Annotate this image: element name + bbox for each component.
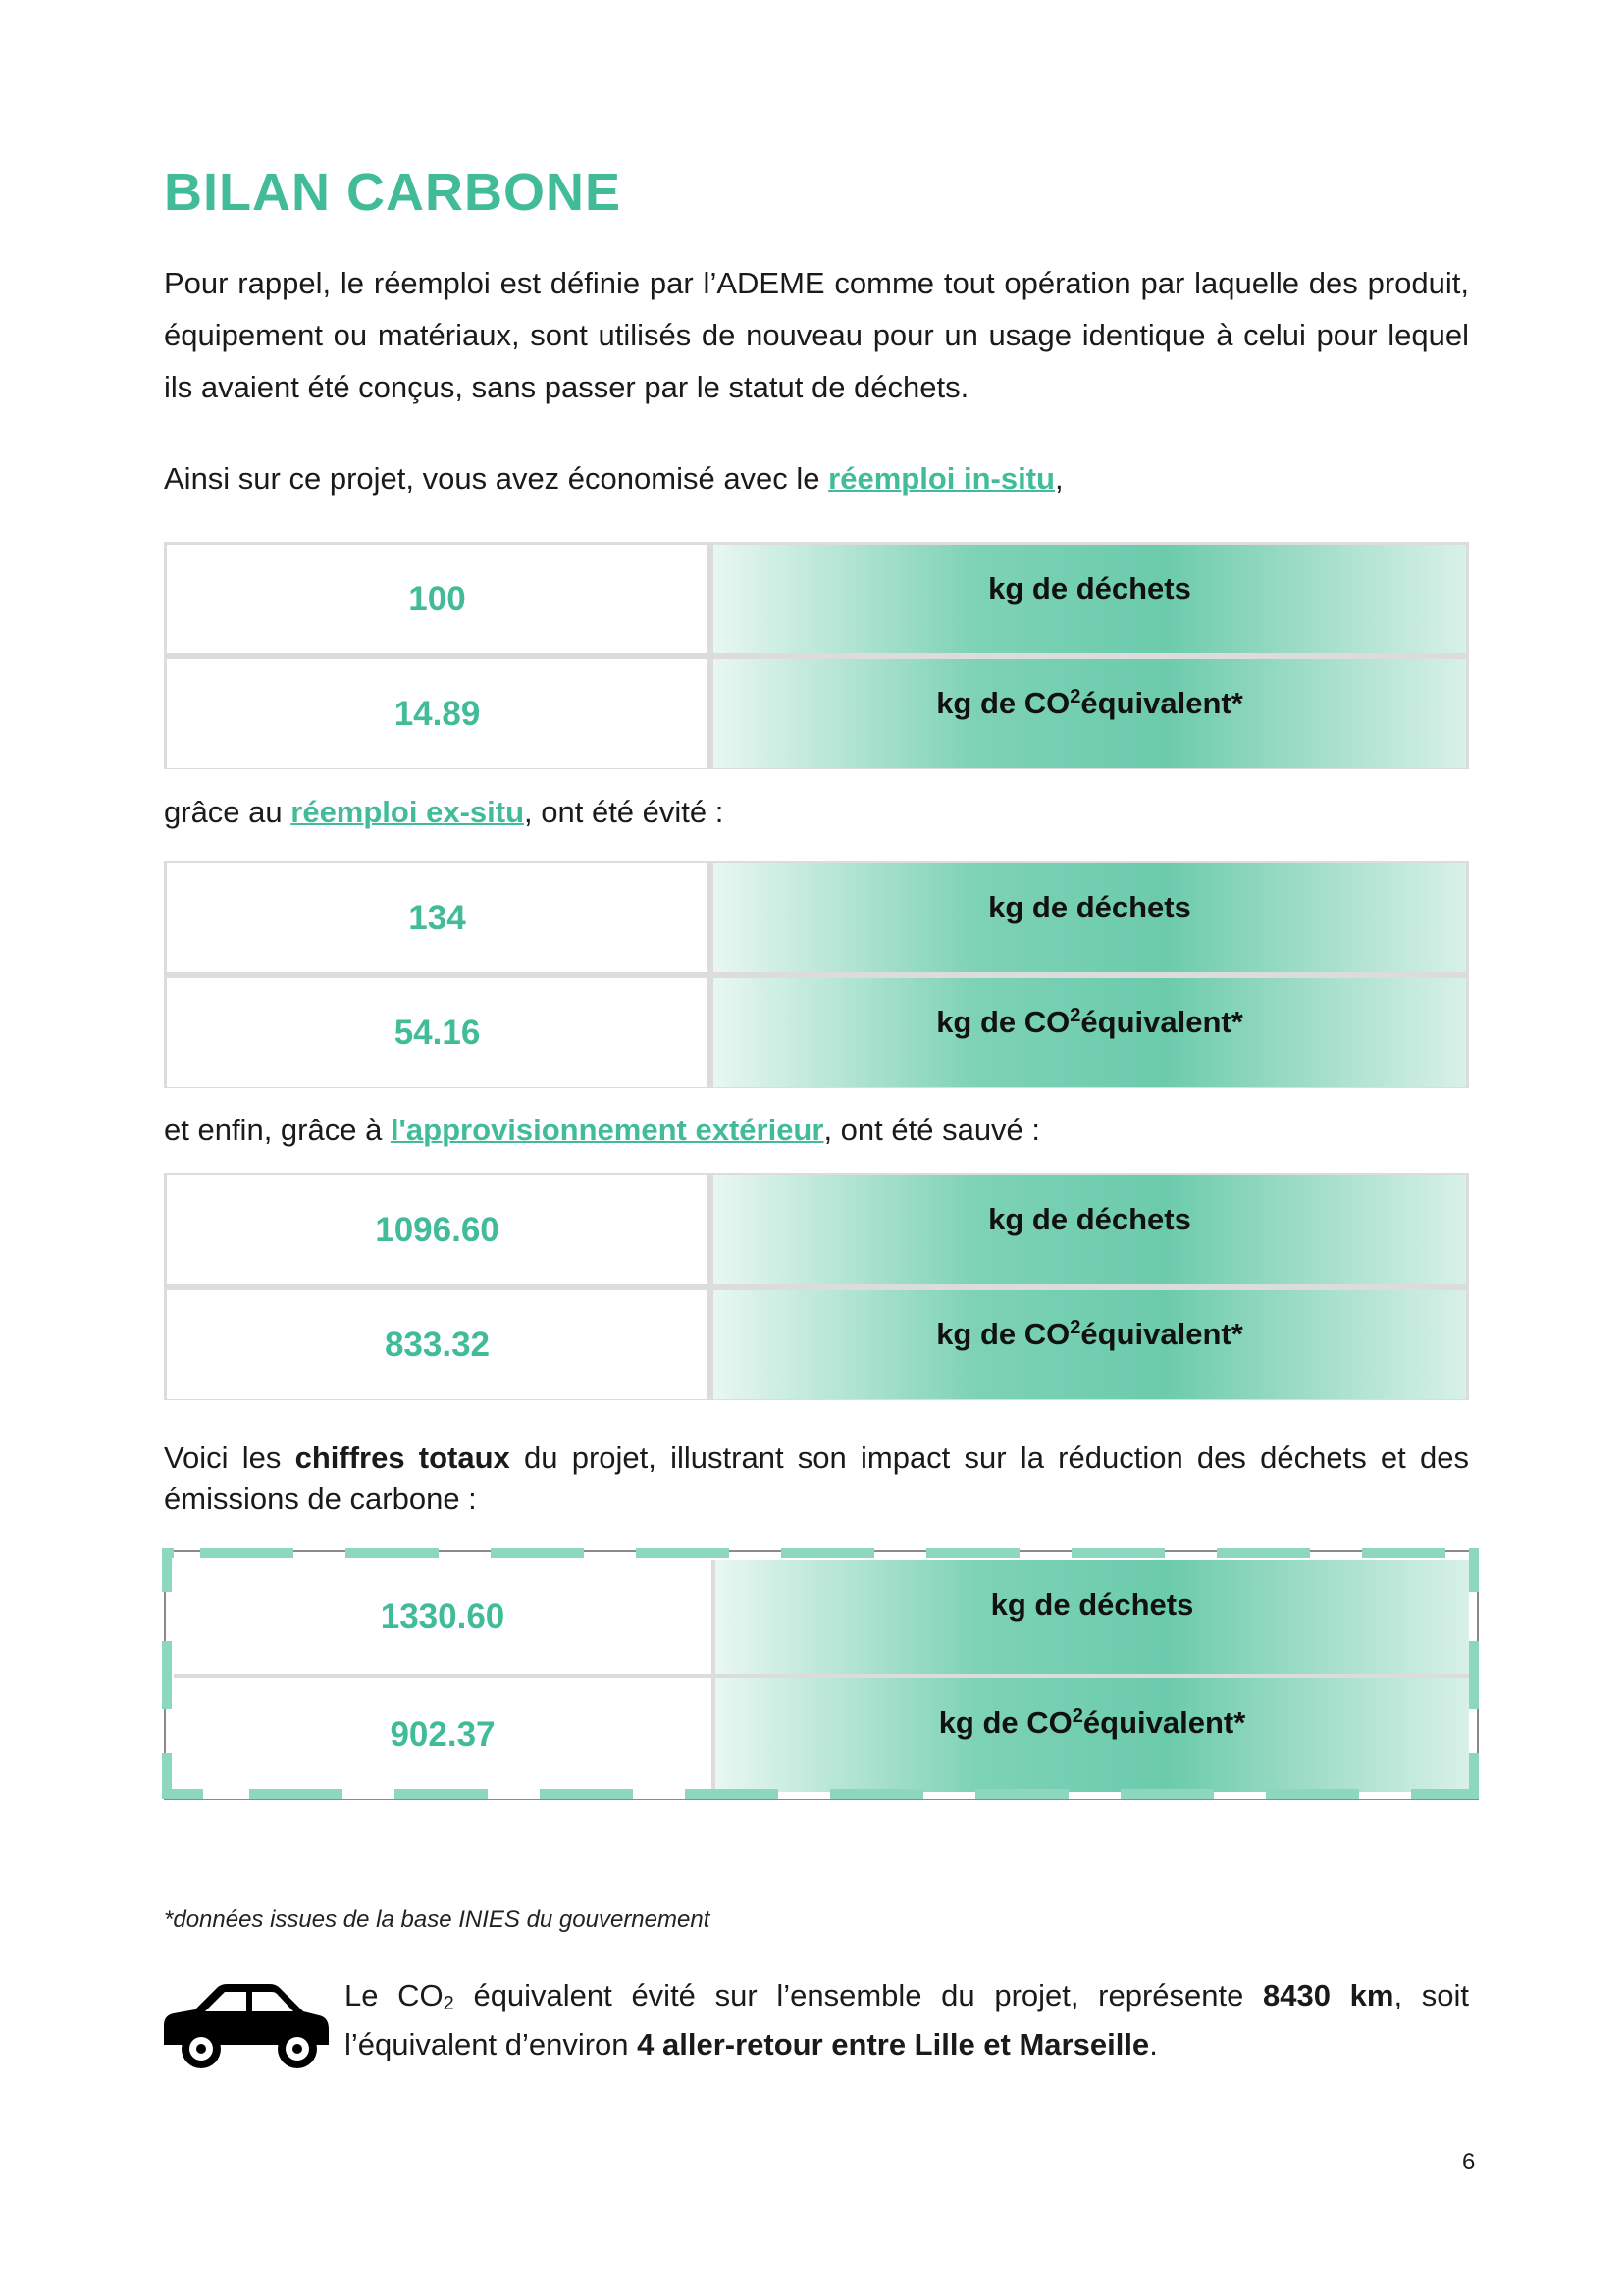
table-row (167, 863, 1466, 972)
waste-unit: kg de déchets (713, 863, 1466, 972)
totals-table-inner (174, 1560, 1469, 1791)
co2-value: 54.16 (167, 978, 707, 1087)
frame-dash (540, 1789, 633, 1799)
frame-dash (685, 1789, 778, 1799)
ex-situ-table (164, 861, 1469, 1088)
total-co2-value: 902.37 (174, 1678, 711, 1792)
waste-unit: kg de déchets (713, 1175, 1466, 1284)
co2-value: 833.32 (167, 1290, 707, 1399)
co2-unit: kg de CO $^2$ équivalent* (713, 1290, 1466, 1399)
waste-value: 100 (167, 545, 707, 653)
co2-unit: kg de CO $^2$ équivalent* (713, 978, 1466, 1087)
frame-dash (345, 1548, 439, 1558)
ex-situ-sentence (164, 795, 723, 830)
frame-dash (1469, 1753, 1479, 1799)
ex-situ-tail: , ont été évité : (524, 795, 724, 829)
frame-dash (781, 1548, 874, 1558)
frame-dash (1469, 1548, 1479, 1592)
co2-unit: kg de CO $^2$ équivalent* (715, 1678, 1469, 1792)
exterior-lead: et enfin, grâce à (164, 1113, 391, 1147)
trip-count: 4 aller-retour entre Lille et Marseille (637, 2027, 1150, 2061)
table-row (174, 1678, 1469, 1792)
ex-situ-link[interactable]: réemploi ex-situ (290, 795, 525, 829)
exterior-link[interactable]: l'approvisionnement extérieur (390, 1113, 824, 1147)
distance-km: 8430 km (1263, 1978, 1394, 2012)
frame-dash (636, 1548, 729, 1558)
frame-dash (162, 1548, 172, 1592)
frame-dash (200, 1548, 293, 1558)
table-row (167, 545, 1466, 653)
frame-dash (1072, 1548, 1165, 1558)
frame-dash (926, 1548, 1020, 1558)
table-row (167, 659, 1466, 768)
frame-dash (1266, 1789, 1359, 1799)
frame-dash (249, 1789, 342, 1799)
frame-dash (830, 1789, 923, 1799)
page-title: BILAN CARBONE (164, 163, 621, 222)
frame-dash (975, 1789, 1069, 1799)
waste-unit: kg de déchets (715, 1560, 1469, 1674)
frame-dash (491, 1548, 584, 1558)
ex-situ-lead: grâce au (164, 795, 291, 829)
table-row (174, 1560, 1469, 1674)
totals-intro: Voici les chiffres totaux du projet, illustrant son impact sur la réduction des déchets et des émissions de carbone : (164, 1440, 1469, 1516)
totals-table (164, 1550, 1479, 1800)
footnote: *données issues de la base INIES du gouvernement (164, 1906, 710, 1933)
frame-dash (1362, 1548, 1445, 1558)
frame-dash (162, 1641, 172, 1709)
co2-unit: kg de CO $^2$ équivalent* (713, 659, 1466, 768)
in-situ-link[interactable]: réemploi in-situ (828, 461, 1055, 496)
waste-value: 134 (167, 863, 707, 972)
frame-dash (1469, 1641, 1479, 1709)
co2-value: 14.89 (167, 659, 707, 768)
in-situ-lead: Ainsi sur ce projet, vous avez économisé avec le (164, 461, 829, 496)
exterior-sentence (164, 1113, 1040, 1148)
frame-dash (1121, 1789, 1214, 1799)
waste-unit: kg de déchets (713, 545, 1466, 653)
exterior-tail: , ont été sauvé : (823, 1113, 1041, 1147)
frame-dash (394, 1789, 488, 1799)
table-row (167, 1175, 1466, 1284)
intro-paragraph: Pour rappel, le réemploi est définie par l’ADEME comme tout opération par laquelle des produit, équipement ou matériaux, sont utilisés de nouveau pour un usage identique à celui pour lequel ils avaient été conçus, sans passer par le statut de déchets. (164, 266, 1469, 404)
co2-equivalence-text: Le $CO_2$ équivalent évité sur l’ensemble du projet, représente 8430 km, soit l’équivalent d’environ 4 aller-retour entre Lille et Marseille. (344, 1978, 1469, 2061)
total-waste-value: 1330.60 (174, 1560, 711, 1674)
frame-dash (1217, 1548, 1310, 1558)
totals-intro-bold: chiffres totaux (294, 1440, 510, 1475)
waste-value: 1096.60 (167, 1175, 707, 1284)
table-row (167, 1290, 1466, 1399)
in-situ-sentence (164, 461, 1064, 496)
in-situ-table (164, 542, 1469, 769)
page-number: 6 (1462, 2149, 1476, 2175)
exterior-table (164, 1173, 1469, 1400)
car-icon (160, 1980, 333, 2070)
table-row (167, 978, 1466, 1087)
frame-dash (162, 1753, 172, 1799)
in-situ-tail: , (1054, 461, 1064, 496)
